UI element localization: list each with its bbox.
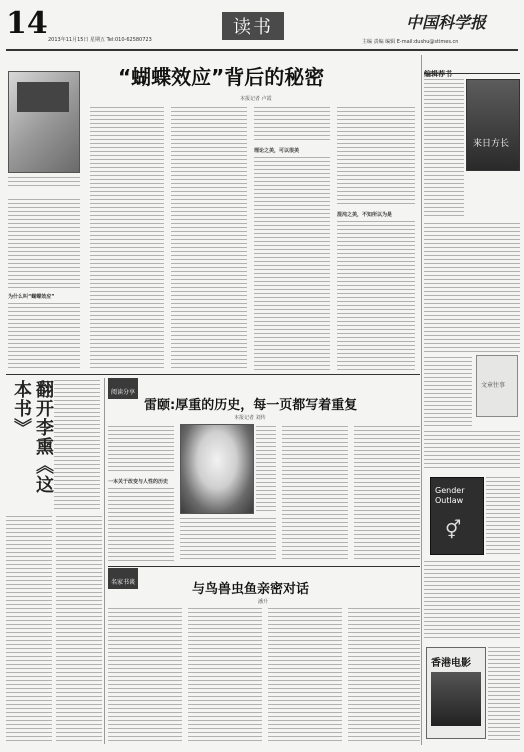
main-article-byline: 本报记者 卢霞 bbox=[240, 96, 272, 102]
interview-col-1 bbox=[108, 426, 174, 474]
interview-subhead: 一本关于改变与人性的历史 bbox=[108, 479, 169, 485]
book3-cover bbox=[430, 477, 484, 555]
book2-cover bbox=[476, 355, 518, 417]
hk-film-ad-text bbox=[488, 647, 520, 741]
book-cover-decoration bbox=[17, 82, 69, 112]
main-article-left-text-2 bbox=[8, 303, 80, 371]
right-column-title-text: 编辑荐书 bbox=[424, 70, 452, 78]
bottom-article-col-4 bbox=[348, 608, 420, 744]
main-article-col-3b bbox=[254, 157, 330, 371]
bottom-article-col-3 bbox=[268, 608, 342, 744]
hk-film-ad bbox=[426, 647, 486, 739]
bottom-article-byline: 潘升 bbox=[258, 599, 269, 605]
header-contact-line: 主编 责编 编辑 E-mail:dushu@stimes.cn bbox=[362, 39, 459, 45]
interview-section-tag bbox=[108, 378, 138, 399]
bottom-article-col-2 bbox=[188, 608, 262, 744]
main-article-left-text bbox=[8, 199, 80, 289]
interview-section-tag-text: 阅读分享 bbox=[111, 389, 136, 396]
main-article-col-1 bbox=[90, 107, 164, 371]
bottom-section-tag-text: 名家书谈 bbox=[111, 579, 136, 586]
main-article-bottom-rule bbox=[6, 374, 420, 375]
left-column-title: 翻开李熏《这本书》 bbox=[11, 380, 54, 494]
gender-symbol-icon: ⚥ bbox=[445, 520, 462, 541]
hk-film-ad-title: 香港电影 bbox=[431, 658, 471, 669]
page-header bbox=[6, 4, 518, 50]
book1-cover-title: 来日方长 bbox=[473, 139, 510, 149]
book3-blurb bbox=[486, 477, 520, 557]
section-banner bbox=[222, 12, 284, 40]
header-date-line: 2013年11月15日 星期五 Tel:010-62580723 bbox=[48, 37, 152, 43]
left-column-divider bbox=[104, 378, 105, 744]
left-column-lead bbox=[54, 380, 100, 510]
bottom-article-title: 与鸟兽虫鱼亲密对话 bbox=[192, 582, 310, 597]
book2-text bbox=[424, 431, 520, 471]
main-article bbox=[6, 55, 416, 373]
book-cover-image bbox=[8, 71, 80, 173]
main-article-title: “蝴蝶效应”背后的秘密 bbox=[118, 65, 325, 89]
book-cover-caption bbox=[8, 177, 80, 189]
right-column-divider bbox=[421, 55, 422, 745]
bottom-article bbox=[108, 568, 420, 746]
page-number: 14 bbox=[6, 6, 48, 41]
header-rule bbox=[6, 49, 518, 51]
hk-film-ad-image bbox=[431, 672, 481, 726]
main-article-col-2 bbox=[171, 107, 247, 371]
book2-cover-title: 文章往事 bbox=[481, 382, 506, 389]
main-subhead-1: 为什么叫“蝴蝶效应” bbox=[8, 294, 55, 300]
left-column-text-1 bbox=[6, 516, 52, 742]
interview-portrait-caption bbox=[256, 426, 276, 512]
book3-text bbox=[424, 561, 520, 639]
interview-col-1b bbox=[108, 488, 174, 562]
right-column bbox=[424, 55, 520, 745]
interview-title: 雷颐:厚重的历史，每一页都写着重复 bbox=[144, 398, 358, 413]
section-title: 读书 bbox=[233, 17, 273, 38]
bottom-article-col-1 bbox=[108, 608, 182, 744]
book1-text bbox=[424, 223, 520, 353]
main-article-col-4 bbox=[337, 107, 415, 207]
bottom-section-tag bbox=[108, 568, 138, 589]
book2-blurb bbox=[424, 357, 472, 427]
left-column-text-2 bbox=[56, 516, 102, 742]
main-article-col-4b bbox=[337, 221, 415, 371]
interview-byline: 本报记者 刘传 bbox=[234, 415, 266, 421]
interview-bottom-rule bbox=[108, 566, 420, 567]
interview-portrait bbox=[180, 424, 254, 514]
book1-cover bbox=[466, 79, 520, 171]
main-article-col-3 bbox=[254, 107, 330, 143]
interview-col-2b bbox=[180, 518, 276, 562]
masthead: 中国科学报 bbox=[406, 13, 487, 32]
right-column-title bbox=[424, 61, 520, 78]
interview-col-3 bbox=[282, 426, 348, 562]
main-subhead-3: 混沌之美，不知所以为是 bbox=[337, 212, 393, 218]
book3-cover-title: Gender Outlaw bbox=[435, 486, 465, 505]
interview-col-4 bbox=[354, 426, 420, 562]
main-subhead-2: 理论之美，可以很美 bbox=[254, 148, 300, 154]
book1-blurb bbox=[424, 79, 464, 219]
book-cover-text-block bbox=[19, 124, 65, 150]
interview-article bbox=[108, 378, 420, 564]
left-column bbox=[6, 378, 102, 746]
